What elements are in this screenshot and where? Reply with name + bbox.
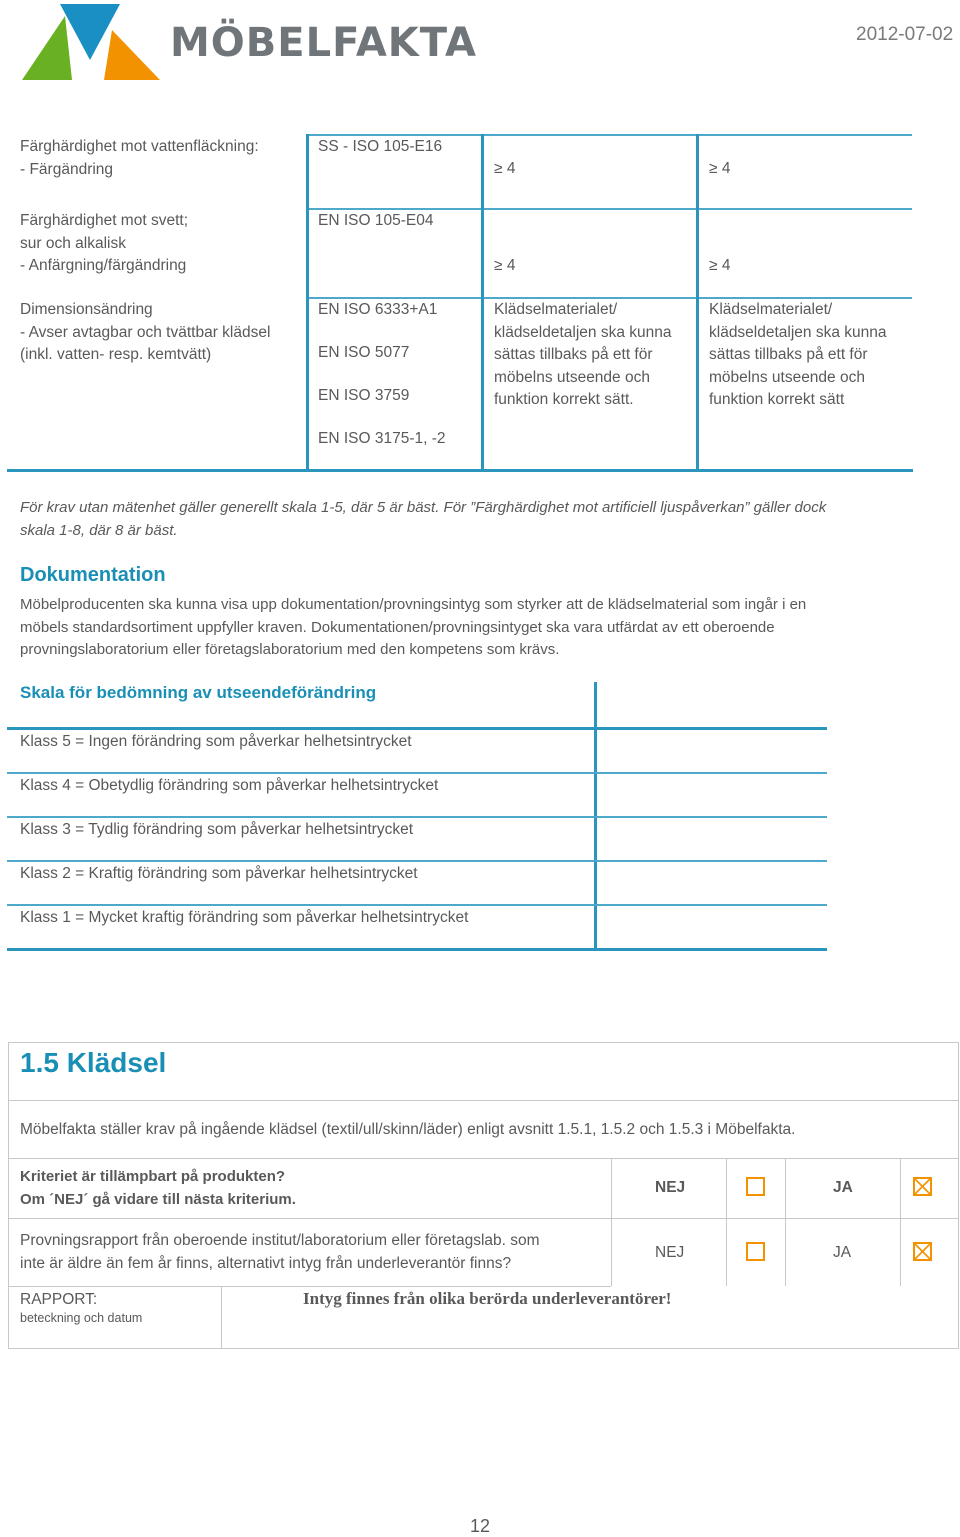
- report-question: Provningsrapport från oberoende institut/laboratorium eller företagslab. som inte är äldre än fem år finns, alternativt intyg från underleverantör finns?: [20, 1232, 540, 1272]
- brand-logo: [20, 2, 490, 82]
- section-intro: Möbelfakta ställer krav på ingående klädsel (textil/ull/skinn/läder) enligt avsnitt 1.5.1, 1.5.2 och 1.5.3 i Möbelfakta.: [20, 1121, 796, 1138]
- criterion-no-checkbox[interactable]: [746, 1177, 765, 1196]
- list-item: Klass 1 = Mycket kraftig förändring som påverkar helhetsintrycket: [20, 909, 469, 926]
- list-item: Klass 3 = Tydlig förändring som påverkar helhetsintrycket: [20, 821, 414, 838]
- page-number: 12: [470, 1516, 491, 1536]
- list-item: Klass 4 = Obetydlig förändring som påverkar helhetsintrycket: [20, 777, 439, 794]
- list-item: Klass 5 = Ingen förändring som påverkar helhetsintrycket: [20, 733, 412, 750]
- test-method: SS - ISO 105-E16: [318, 138, 443, 155]
- requirement-text: Klädselmaterialet/ klädseldetaljen ska kunna sättas tillbaks på ett för möbelns utseende och funktion korrekt sätt.: [494, 301, 672, 408]
- requirement-value: ≥ 4: [709, 160, 731, 177]
- brand-name: MÖBELFAKTA: [170, 20, 477, 66]
- criterion-question: Kriteriet är tillämpbart på produkten? Om ´NEJ´ gå vidare till nästa kriterium.: [20, 1168, 296, 1208]
- scale-heading: Skala för bedömning av utseendeförändring: [20, 683, 377, 702]
- requirement-value: ≥ 4: [494, 257, 516, 274]
- report-yes-label: JA: [833, 1244, 852, 1261]
- test-method: EN ISO 3175-1, -2: [318, 430, 446, 447]
- criterion-no-label: NEJ: [655, 1179, 686, 1196]
- report-yes-checkbox[interactable]: [913, 1242, 932, 1261]
- scale-note: För krav utan mätenhet gäller generellt skala 1-5, där 5 är bäst. För ”Färghärdighet mot artificiell ljuspåverkan” gäller dock skala 1-8, där 8 är bäst.: [20, 499, 827, 539]
- documentation-body: Möbelproducenten ska kunna visa upp dokumentation/provningsintyg som styrker att de klädselmaterial som ingår i en möbels standardsortiment uppfyller kraven. Dokumentationen/provningsintyget ska vara utfärdat av ett oberoende provningslaboratorium eller företagslaboratorium med den kompetens som krävs.: [20, 596, 807, 658]
- criterion-yes-checkbox[interactable]: [913, 1177, 932, 1196]
- table-row: Dimensionsändring - Avser avtagbar och tvättbar klädsel (inkl. vatten- resp. kemtvätt): [20, 301, 271, 363]
- report-no-label: NEJ: [655, 1244, 685, 1261]
- report-label: RAPPORT:: [20, 1291, 98, 1308]
- table-row: Färghärdighet mot vattenfläckning: - Färgändring: [20, 138, 259, 178]
- report-sublabel: beteckning och datum: [20, 1311, 143, 1325]
- report-no-checkbox[interactable]: [746, 1242, 765, 1261]
- table-row: Färghärdighet mot svett; sur och alkalisk - Anfärgning/färgändring: [20, 212, 188, 274]
- test-method: EN ISO 5077: [318, 344, 410, 361]
- test-method: EN ISO 6333+A1: [318, 301, 438, 318]
- logo-mark-icon: [20, 2, 165, 82]
- checked-x-icon: [913, 1177, 932, 1196]
- test-method: EN ISO 105-E04: [318, 212, 434, 229]
- test-method: EN ISO 3759: [318, 387, 410, 404]
- criterion-yes-label: JA: [833, 1179, 853, 1196]
- list-item: Klass 2 = Kraftig förändring som påverkar helhetsintrycket: [20, 865, 418, 882]
- requirement-value: ≥ 4: [494, 160, 516, 177]
- section-title: 1.5 Klädsel: [20, 1047, 167, 1078]
- documentation-heading: Dokumentation: [20, 564, 166, 586]
- requirement-value: ≥ 4: [709, 257, 731, 274]
- report-value[interactable]: Intyg finnes från olika berörda underleverantörer!: [303, 1289, 672, 1308]
- checked-x-icon: [913, 1242, 932, 1261]
- requirement-text: Klädselmaterialet/ klädseldetaljen ska kunna sättas tillbaks på ett för möbelns utseende och funktion korrekt sätt: [709, 301, 887, 408]
- document-date: 2012-07-02: [856, 24, 954, 45]
